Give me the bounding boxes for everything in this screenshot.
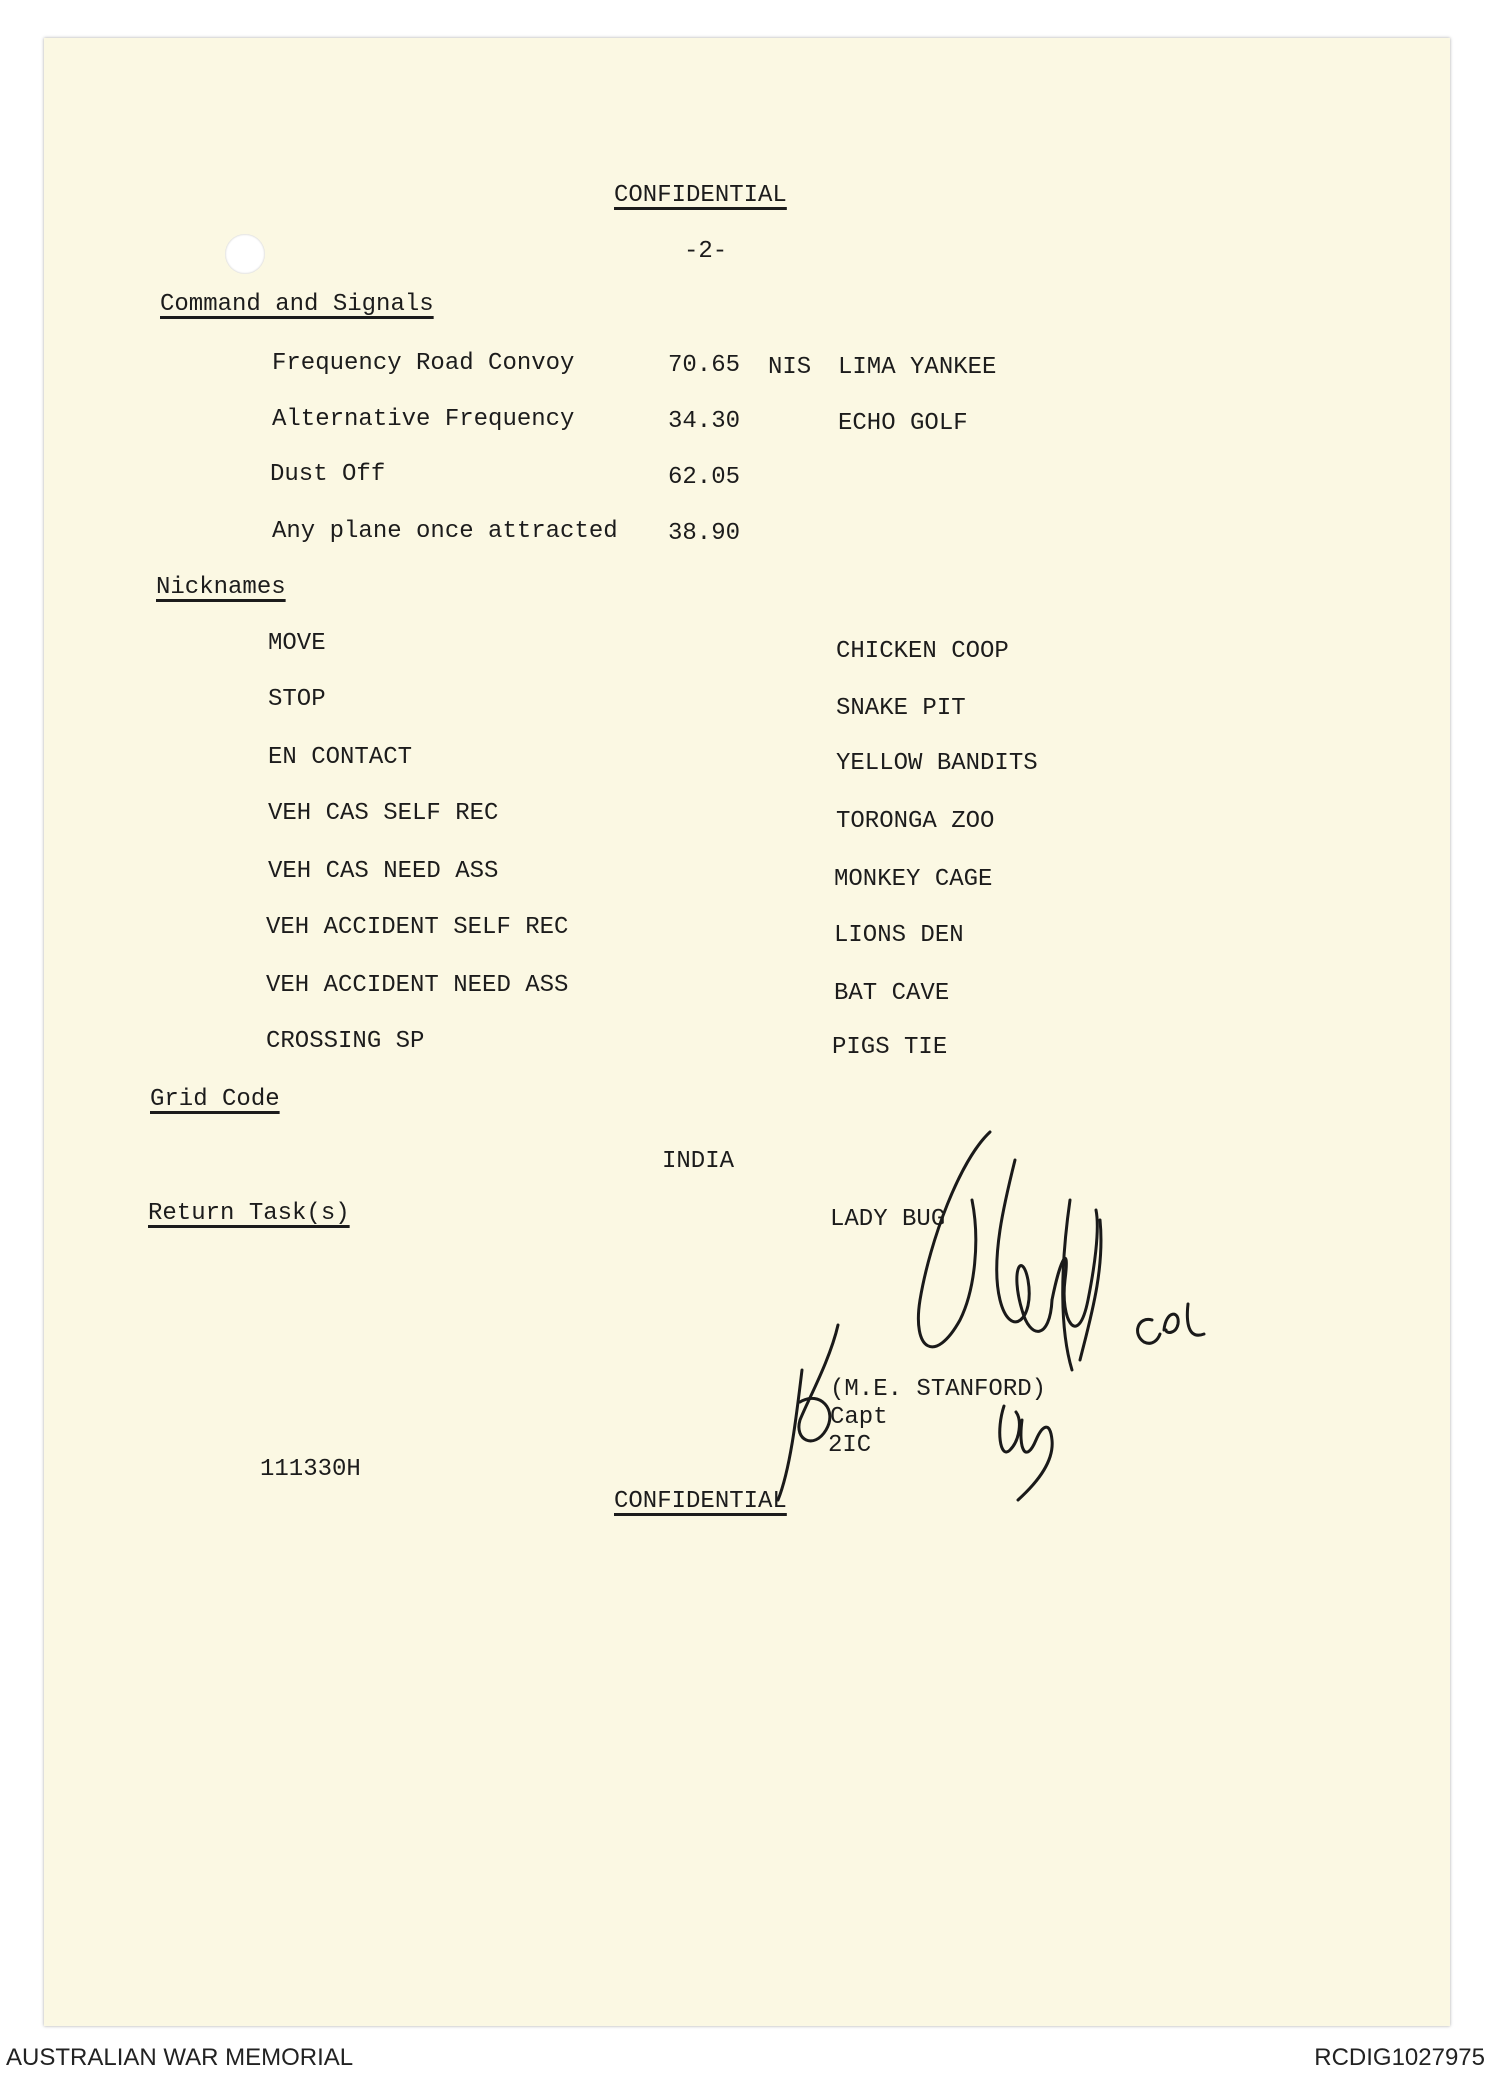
nickname-term: VEH ACCIDENT SELF REC	[266, 914, 569, 941]
signal-callsign: ECHO GOLF	[838, 410, 968, 437]
signatory-role: 2IC	[828, 1432, 872, 1459]
signal-frequency: 34.30	[668, 408, 741, 435]
nickname-value: BAT CAVE	[834, 980, 950, 1007]
archive-institution: AUSTRALIAN WAR MEMORIAL	[6, 2044, 354, 2071]
punch-hole	[225, 234, 265, 274]
signatory-name: (M.E. STANFORD)	[830, 1376, 1047, 1403]
signal-unit: NIS	[768, 354, 812, 381]
nickname-value: SNAKE PIT	[836, 695, 966, 722]
date-time-group: 111330H	[260, 1456, 361, 1483]
grid-code-value: INDIA	[662, 1148, 735, 1175]
nickname-term: VEH CAS NEED ASS	[268, 858, 499, 885]
nickname-term: MOVE	[268, 630, 326, 657]
return-tasks-value: LADY BUG	[830, 1206, 946, 1233]
nickname-term: VEH CAS SELF REC	[268, 800, 499, 827]
command-signals-heading: Command and Signals	[160, 291, 434, 318]
nickname-value: MONKEY CAGE	[834, 866, 993, 893]
signal-label: Alternative Frequency	[272, 406, 575, 433]
classification-header: CONFIDENTIAL	[614, 182, 787, 209]
nickname-term: VEH ACCIDENT NEED ASS	[266, 972, 569, 999]
nickname-value: YELLOW BANDITS	[836, 750, 1038, 777]
page-number: -2-	[684, 238, 728, 265]
signal-frequency: 38.90	[668, 520, 741, 547]
document-page	[44, 38, 1450, 2026]
handwritten-signature	[760, 1120, 1240, 1520]
return-tasks-heading: Return Task(s)	[148, 1200, 350, 1227]
signal-label: Frequency Road Convoy	[272, 350, 575, 377]
nickname-value: LIONS DEN	[834, 922, 964, 949]
signal-callsign: LIMA YANKEE	[838, 354, 997, 381]
grid-code-heading: Grid Code	[150, 1086, 280, 1113]
archive-reference: RCDIG1027975	[1314, 2044, 1485, 2071]
signal-frequency: 62.05	[668, 464, 741, 491]
nicknames-heading: Nicknames	[156, 574, 286, 601]
nickname-term: STOP	[268, 686, 326, 713]
classification-footer: CONFIDENTIAL	[614, 1488, 787, 1515]
signal-frequency: 70.65	[668, 352, 741, 379]
nickname-term: CROSSING SP	[266, 1028, 425, 1055]
nickname-value: CHICKEN COOP	[836, 638, 1009, 665]
signal-label: Dust Off	[270, 461, 386, 488]
signal-label: Any plane once attracted	[272, 518, 618, 545]
nickname-term: EN CONTACT	[268, 744, 413, 771]
nickname-value: TORONGA ZOO	[836, 808, 995, 835]
signatory-rank: Capt	[830, 1404, 888, 1431]
nickname-value: PIGS TIE	[832, 1034, 948, 1061]
